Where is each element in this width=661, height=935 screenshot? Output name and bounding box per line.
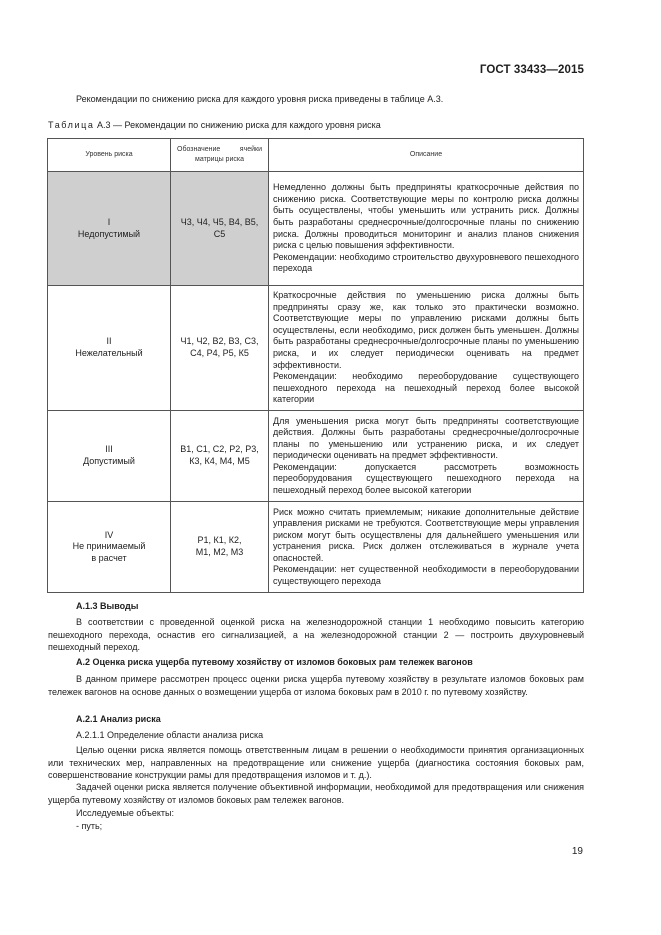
matrix-codes-line2: С5: [213, 228, 226, 239]
matrix-codes-cell: [171, 411, 269, 502]
header-level: Уровень риска: [48, 139, 171, 172]
section-a211-subheading: А.2.1.1 Определение области анализа риска: [76, 730, 264, 740]
risk-level-name: Недопустимый: [77, 228, 141, 239]
risk-level-cell: [48, 172, 171, 286]
header-codes-word1: Обозначение: [177, 146, 221, 153]
table-row: [48, 502, 584, 593]
risk-level-roman: III: [105, 444, 113, 455]
risk-level-roman: I: [107, 216, 111, 227]
risk-level-name: Допустимый: [83, 456, 135, 466]
objects-list-item: - путь;: [76, 821, 103, 831]
section-a2-text: В данном примере рассмотрен процесс оценки риска ущерба путевому хозяйству в результате изломов боковых рам тележек вагонов на основе данных о возмещении ущерба от излома боковых рам в 2010 г. по путевому хозяйству.: [48, 674, 584, 697]
matrix-codes-line1: Ч1, Ч2, В2, В3, С3,: [180, 336, 259, 347]
section-a211-para2: Задачей оценки риска является получение объективной информации, необходимой для предотвращения или снижения ущерба путевому хозяйству от изломов боковых рам тележек вагонов.: [48, 782, 584, 805]
table-row: [48, 172, 584, 286]
section-a21-heading: А.2.1 Анализ риска: [76, 714, 161, 724]
description-text: Немедленно должны быть предприняты краткосрочные действия по снижению риска. Соответствующие меры по контролю риска должны быть осуществлены, чтобы уменьшить или устранить риск. Должны быть разработаны среднесрочные/долгосрочные планы по снижению риска. Должны проводиться мониторинг и анализ планов снижения риска с целью повышения эффективности.: [273, 182, 579, 251]
description-cell: [269, 172, 584, 286]
risk-level-cell: [48, 286, 171, 411]
matrix-codes-cell: [171, 502, 269, 593]
standard-header: ГОСТ 33433—2015: [479, 64, 584, 76]
section-a2-heading: А.2 Оценка риска ущерба путевому хозяйству от изломов боковых рам тележек вагонов: [76, 657, 473, 667]
matrix-codes-cell: [171, 172, 269, 286]
table-row: [48, 286, 584, 411]
risk-recommendations-table: [47, 138, 584, 593]
page-number: 19: [571, 846, 583, 857]
intro-paragraph: Рекомендации по снижению риска для каждого уровня риска приведены в таблице А.3.: [76, 94, 444, 104]
table-header-row: [48, 139, 584, 172]
recommendation-text: Рекомендации: нет существенной необходимости в переоборудовании существующего перехода: [273, 564, 579, 586]
section-a211-para1: Целью оценки риска является помощь ответственным лицам в решении о необходимости принятия организационных или технических мер, направленных на предотвращение или снижение ущерба (диагностика состояния боковых рам, совершенствование конструкции рамы для предотвращения изломов и т. д.).: [48, 745, 584, 781]
risk-level-cell: [48, 502, 171, 593]
matrix-codes-line1: Р1, К1, К2,: [197, 535, 242, 546]
description-text: Для уменьшения риска могут быть предприняты соответствующие действия. Должны быть разработаны среднесрочные/долгосрочные планы по уменьшению или устранению риска, и их следует периодически оценивать на предмет эффективности.: [273, 415, 579, 461]
matrix-codes-line2: С4, Р4, Р5, К5: [190, 348, 249, 358]
risk-level-roman: II: [106, 336, 112, 347]
recommendation-text: Рекомендации: допускается рассмотреть возможность переоборудования существующего пешеходного перехода на пешеходный переход более высокой категории: [273, 461, 579, 495]
recommendation-text: Рекомендации: необходимо переоборудование существующего пешеходного перехода на пешеходный переход более высокой категории: [273, 371, 579, 405]
recommendation-text: Рекомендации: необходимо строительство двухуровневого пешеходного перехода: [273, 251, 579, 274]
risk-level-cell: [48, 411, 171, 502]
objects-label: Исследуемые объекты:: [76, 808, 174, 818]
matrix-codes-line2: К3, К4, М4, М5: [189, 456, 250, 466]
matrix-codes-line2: М1, М2, М3: [195, 547, 244, 557]
risk-level-name: Нежелательный: [75, 348, 143, 358]
description-cell: [269, 502, 584, 593]
section-a13-heading: А.1.3 Выводы: [76, 601, 139, 611]
description-cell: [269, 411, 584, 502]
table-caption-text: А.3 — Рекомендации по снижению риска для каждого уровня риска: [97, 120, 381, 130]
description-text: Краткосрочные действия по уменьшению риска должны быть предприняты сразу же, как только это практически возможно. Соответствующие меры по управлению рисками должны быть осуществлены, если необходимо, риск должен быть уменьшен. Должны быть разработаны среднесрочные/долгосрочные планы по уменьшению риска, и их следует периодически оценивать на предмет эффективности.: [273, 290, 579, 370]
header-codes: [171, 139, 269, 172]
header-description: Описание: [269, 139, 584, 172]
matrix-codes-line1: Ч3, Ч4, Ч5, В4, В5,: [180, 216, 259, 227]
header-codes-line2: матрицы риска: [195, 156, 244, 163]
description-cell: [269, 286, 584, 411]
risk-level-name: Не принимаемый в расчет: [72, 541, 146, 563]
header-codes-word2: ячейки: [239, 146, 262, 153]
risk-level-roman: IV: [104, 529, 114, 540]
table-caption: [48, 119, 608, 131]
matrix-codes-line1: В1, С1, С2, Р2, Р3,: [180, 444, 259, 455]
description-text: Риск можно считать приемлемым; никакие дополнительные действие управления рисками не требуются. Соответствующие меры управления риском могут быть осуществлены для дальнейшего уменьшения или устранения риска. Риск должен отслеживаться в журнале учета опасностей.: [273, 506, 579, 563]
table-row: [48, 411, 584, 502]
section-a13-text: В соответствии с проведенной оценкой риска на железнодорожной станции 1 необходимо повысить категорию пешеходного перехода, оснастив его сигнализацией, а на железнодорожной станции 2 — построить двухуровневый пешеходный переход.: [48, 617, 584, 653]
table-caption-prefix: Таблица: [48, 120, 95, 130]
matrix-codes-cell: [171, 286, 269, 411]
